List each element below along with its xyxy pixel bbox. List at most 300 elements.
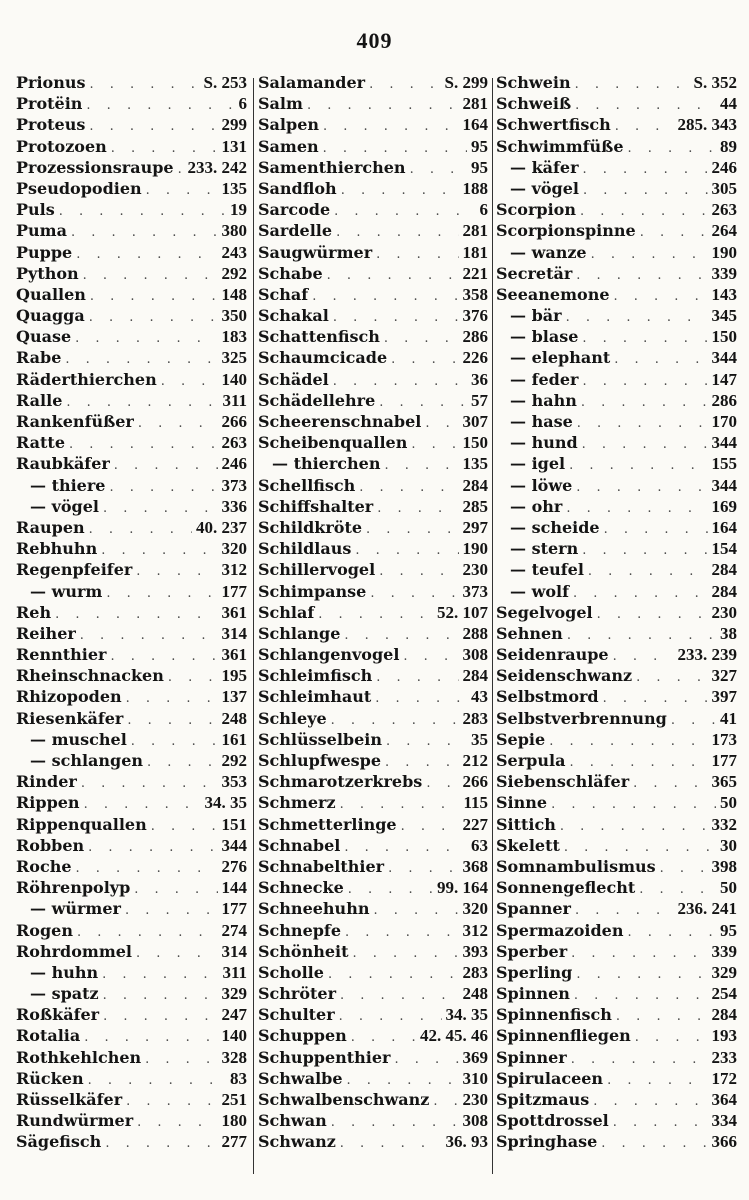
index-entry [16,347,247,368]
dot-leader [105,1133,217,1154]
dot-leader [366,519,458,540]
index-entry [16,390,247,411]
index-entry [16,941,247,962]
index-entry [496,369,737,390]
dot-leader [75,328,217,349]
dot-leader [384,328,459,349]
entry-term: — thierchen [272,454,381,474]
dot-leader [127,710,217,731]
dot-leader [394,1049,458,1070]
index-entry [16,326,247,347]
index-entry [16,220,247,241]
index-entry [16,771,247,792]
dot-leader [569,752,707,773]
entry-page-reference: 266 [221,412,247,431]
entry-page-reference: 212 [462,751,488,770]
entry-page-reference: 284 [711,581,737,601]
dot-leader [566,498,707,519]
entry-page-reference: 221 [462,263,488,283]
entry-term: — feder [510,369,579,389]
dot-leader [566,307,708,328]
entry-term: — igel [510,454,566,474]
index-entry [16,199,247,220]
entry-page-reference: 276 [221,856,247,876]
index-entry [258,665,488,686]
index-entry [16,1089,247,1110]
entry-page-reference: 312 [462,920,488,940]
index-column-right [496,72,737,1182]
entry-page-reference: 177 [711,751,737,770]
dot-leader [355,540,458,561]
dot-leader [577,413,708,434]
dot-leader [388,858,458,879]
index-entry [16,114,247,135]
index-entry [258,1025,488,1046]
index-entry [16,157,247,178]
index-entry [258,962,488,983]
entry-term: Schönheit [258,941,349,961]
entry-term: — stern [510,539,579,559]
dot-leader [379,392,467,413]
dot-leader [331,710,459,731]
entry-term: Rotalia [16,1026,81,1046]
index-entry [496,390,737,411]
entry-term: Scorpionspinne [496,221,636,241]
entry-page-reference: 281 [462,94,488,114]
index-entry [258,941,488,962]
entry-page-reference: 286 [462,327,488,347]
entry-page-reference: 314 [221,941,247,961]
entry-page-reference: 226 [462,348,488,368]
dot-leader [55,604,217,625]
index-entry [496,220,737,241]
dot-leader [601,1133,707,1154]
index-entry [496,475,737,496]
dot-leader [582,371,707,392]
index-entry [496,178,737,199]
entry-term: Protozoen [16,136,107,156]
entry-page-reference: 233. 239 [677,645,737,665]
dot-leader [131,731,218,752]
index-entry [496,983,737,1004]
index-entry [16,369,247,390]
dot-leader [376,244,458,265]
dot-leader [327,265,459,286]
entry-term: Schildkröte [258,517,363,537]
dot-leader [328,964,459,985]
index-entry [496,1089,737,1110]
dot-leader [575,74,690,95]
entry-page-reference: 233 [711,1047,737,1067]
entry-page-reference: 254 [711,984,737,1004]
entry-page-reference: 183 [221,327,247,347]
entry-page-reference: 297 [462,517,488,537]
dot-leader [385,752,458,773]
entry-page-reference: 164 [462,115,488,135]
entry-term: Saugwürmer [258,242,373,262]
entry-page-reference: 334 [711,1111,737,1131]
entry-page-reference: 311 [222,962,247,982]
index-entry [258,1047,488,1068]
entry-page-reference: 286 [711,390,737,410]
index-entry [496,1068,737,1089]
dot-leader [635,1027,708,1048]
index-entry [258,475,488,496]
entry-page-reference: 173 [711,729,737,749]
index-entry [16,644,247,665]
column-divider [492,78,493,1174]
index-entry [16,623,247,644]
entry-page-reference: 277 [221,1132,247,1152]
dot-leader [333,307,459,328]
index-entry [16,602,247,623]
dot-leader [111,138,218,159]
index-entry [258,263,488,284]
index-entry [496,1110,737,1131]
index-entry [16,242,247,263]
dot-leader [569,455,707,476]
dot-leader [376,667,458,688]
entry-page-reference: 148 [221,284,247,304]
entry-term: — ohr [510,496,563,516]
entry-term: Schildlaus [258,539,352,559]
index-entry [496,157,737,178]
entry-term: Spanner [496,899,571,919]
entry-term: Sonnengeflecht [496,878,636,898]
entry-page-reference: 329 [221,984,247,1004]
index-entry [496,517,737,538]
entry-term: — löwe [510,475,573,495]
entry-term: Schaumcicade [258,348,388,368]
entry-term: Schulter [258,1005,335,1025]
dot-leader [340,794,460,815]
index-entry [16,93,247,114]
dot-leader [593,1091,707,1112]
index-entry [16,453,247,474]
dot-leader [588,561,708,582]
dot-leader [65,349,217,370]
dot-leader [76,858,218,879]
entry-page-reference: 281 [462,221,488,241]
dot-leader [351,1027,416,1048]
index-entry [496,496,737,517]
index-entry [16,686,247,707]
entry-page-reference: 40. 237 [196,517,247,537]
dot-leader [403,646,458,667]
entry-page-reference: 243 [221,242,247,262]
entry-page-reference: 266 [462,772,488,792]
index-entry [258,199,488,220]
dot-leader [580,201,708,222]
entry-term: Schellfisch [258,475,356,495]
entry-page-reference: S. 352 [693,73,737,92]
index-entry [258,326,488,347]
index-entry [258,1068,488,1089]
dot-leader [339,1006,442,1027]
entry-page-reference: S. 299 [444,73,488,92]
entry-term: — hahn [510,390,577,410]
entry-term: Rothkehlchen [16,1047,142,1067]
entry-term: Python [16,263,79,283]
entry-page-reference: 193 [711,1026,737,1046]
entry-term: Springhase [496,1132,598,1152]
entry-term: Salm [258,94,303,114]
entry-term: — vögel [510,178,579,198]
entry-term: Schwalbenschwanz [258,1090,430,1109]
index-entry [496,792,737,813]
entry-page-reference: 99. 164 [437,878,488,898]
entry-term: Schuppenthier [258,1047,391,1067]
entry-page-reference: 329 [711,962,737,982]
entry-page-reference: 327 [711,666,737,686]
index-entry [258,877,488,898]
dot-leader [582,434,708,455]
index-entry [496,326,737,347]
entry-term: Schädel [258,369,329,389]
entry-page-reference: 263 [711,200,737,220]
entry-page-reference: 369 [462,1047,488,1067]
index-entry [496,1025,737,1046]
entry-term: Ralle [16,390,63,410]
dot-leader [168,667,218,688]
index-entry [16,136,247,157]
entry-term: Schwimmfüße [496,136,624,156]
dot-leader [66,392,218,413]
entry-term: Sägefisch [16,1132,102,1152]
dot-leader [86,95,234,116]
entry-page-reference: 320 [221,539,247,559]
dot-leader [323,138,467,159]
index-entry [16,1110,247,1131]
entry-term: Schaf [258,284,309,304]
index-entry [496,347,737,368]
index-entry [258,496,488,517]
entry-page-reference: 310 [462,1068,488,1088]
index-entry [496,898,737,919]
entry-page-reference: 83 [230,1068,247,1088]
dot-leader [628,138,717,159]
entry-page-reference: 305 [711,178,737,198]
entry-term: — scheide [510,517,600,537]
dot-leader [425,413,458,434]
index-entry [258,559,488,580]
index-entry [16,814,247,835]
entry-page-reference: 336 [221,496,247,516]
index-entry [16,517,247,538]
dot-leader [102,964,218,985]
entry-term: Spinnen [496,984,570,1004]
entry-term: Rippenquallen [16,814,147,834]
entry-page-reference: 283 [462,962,488,982]
dot-leader [84,794,201,815]
entry-term: Schwertfisch [496,115,611,135]
entry-page-reference: 57 [471,390,488,410]
dot-leader [433,1091,458,1112]
entry-page-reference: 161 [221,729,247,749]
dot-leader [76,244,217,265]
entry-term: Rüsselkäfer [16,1090,123,1109]
entry-term: Schleimfisch [258,666,373,686]
entry-page-reference: 6 [238,94,247,114]
index-entry [258,1110,488,1131]
entry-page-reference: 339 [711,941,737,961]
dot-leader [344,625,458,646]
entry-page-reference: 251 [221,1090,247,1109]
entry-page-reference: 164 [711,517,737,537]
entry-term: Schakal [258,306,329,326]
entry-term: Reiher [16,623,76,643]
index-entry [496,686,737,707]
dot-leader [391,349,458,370]
dot-leader [134,879,217,900]
dot-leader [377,498,458,519]
dot-leader [571,943,707,964]
entry-page-reference: 299 [221,115,247,135]
dot-leader [84,1027,217,1048]
dot-leader [323,116,459,137]
index-entry [258,136,488,157]
entry-term: Spinner [496,1047,567,1067]
dot-leader [576,964,707,985]
index-body [16,72,737,1182]
entry-term: Roßkäfer [16,1005,100,1025]
dot-leader [146,180,218,201]
entry-page-reference: 366 [711,1132,737,1152]
dot-leader [71,222,218,243]
entry-page-reference: 52. 107 [437,602,488,622]
entry-page-reference: 288 [462,623,488,643]
dot-leader [426,773,458,794]
dot-leader [613,646,674,667]
dot-leader [549,731,707,752]
index-entry [496,877,737,898]
dot-leader [147,752,217,773]
index-entry [496,771,737,792]
index-entry [16,581,247,602]
entry-term: Schillervogel [258,560,376,580]
entry-term: Scheerenschnabel [258,412,422,431]
entry-page-reference: 195 [221,666,247,686]
entry-term: Schleimhaut [258,687,372,707]
entry-term: Schlangenvogel [258,645,400,665]
entry-page-reference: 284 [462,475,488,495]
index-entry [496,72,737,93]
dot-leader [136,561,217,582]
dot-leader [114,455,218,476]
entry-page-reference: 393 [462,941,488,961]
entry-term: Schwein [496,73,571,92]
entry-term: Spinnenfliegen [496,1026,631,1046]
entry-term: Rücken [16,1068,84,1088]
index-entry [258,856,488,877]
entry-page-reference: S. 253 [203,73,247,92]
entry-page-reference: 328 [221,1047,247,1067]
dot-leader [576,477,707,498]
index-entry [258,602,488,623]
dot-leader [125,900,218,921]
entry-term: Rogen [16,920,73,940]
dot-leader [340,1133,442,1154]
entry-term: Sarcode [258,200,331,220]
entry-term: — huhn [30,962,99,982]
dot-leader [401,816,459,837]
dot-leader [345,922,459,943]
dot-leader [583,180,708,201]
entry-page-reference: 43 [471,687,488,707]
entry-term: Ratte [16,433,65,453]
entry-page-reference: 263 [221,433,247,453]
entry-page-reference: 181 [462,242,488,262]
dot-leader [603,688,708,709]
index-entry [258,920,488,941]
entry-term: Schwalbe [258,1068,343,1088]
entry-page-reference: 36. 93 [445,1132,488,1152]
entry-term: Schwanz [258,1132,336,1152]
dot-leader [347,1070,459,1091]
entry-term: Rohrdommel [16,941,133,961]
entry-page-reference: 233. 242 [187,157,247,177]
entry-page-reference: 131 [221,136,247,156]
index-entry [496,920,737,941]
index-entry [16,835,247,856]
dot-leader [597,604,708,625]
index-entry [496,263,737,284]
entry-term: — muschel [30,729,127,749]
entry-page-reference: 147 [711,369,737,389]
dot-leader [615,116,674,137]
index-entry [258,729,488,750]
index-entry [258,157,488,178]
index-entry [496,453,737,474]
dot-leader [90,286,218,307]
entry-page-reference: 308 [462,645,488,665]
entry-term: Sperling [496,962,573,982]
entry-term: Schattenfisch [258,327,380,347]
dot-leader [69,434,218,455]
entry-term: Secretär [496,263,573,283]
entry-page-reference: 38 [720,623,737,643]
index-entry [16,284,247,305]
entry-term: Protëin [16,94,83,114]
dot-leader [359,477,458,498]
entry-page-reference: 358 [462,284,488,304]
index-entry [16,496,247,517]
entry-page-reference: 398 [711,856,737,876]
entry-page-reference: 230 [711,602,737,622]
entry-page-reference: 50 [720,793,737,813]
entry-page-reference: 353 [221,772,247,792]
dot-leader [576,265,707,286]
index-entry [16,538,247,559]
entry-term: — wurm [30,581,103,601]
entry-page-reference: 95 [471,157,488,177]
entry-page-reference: 246 [711,157,737,177]
entry-page-reference: 344 [711,433,737,453]
entry-page-reference: 180 [221,1111,247,1131]
index-column-left [16,72,247,1182]
entry-term: Roche [16,856,72,876]
entry-term: Samen [258,136,319,156]
entry-term: Prionus [16,73,86,92]
index-entry [16,432,247,453]
entry-page-reference: 332 [711,814,737,834]
entry-term: Schiffshalter [258,496,374,516]
index-entry [496,538,737,559]
dot-leader [77,922,218,943]
index-entry [16,856,247,877]
index-entry [258,93,488,114]
index-entry [258,898,488,919]
